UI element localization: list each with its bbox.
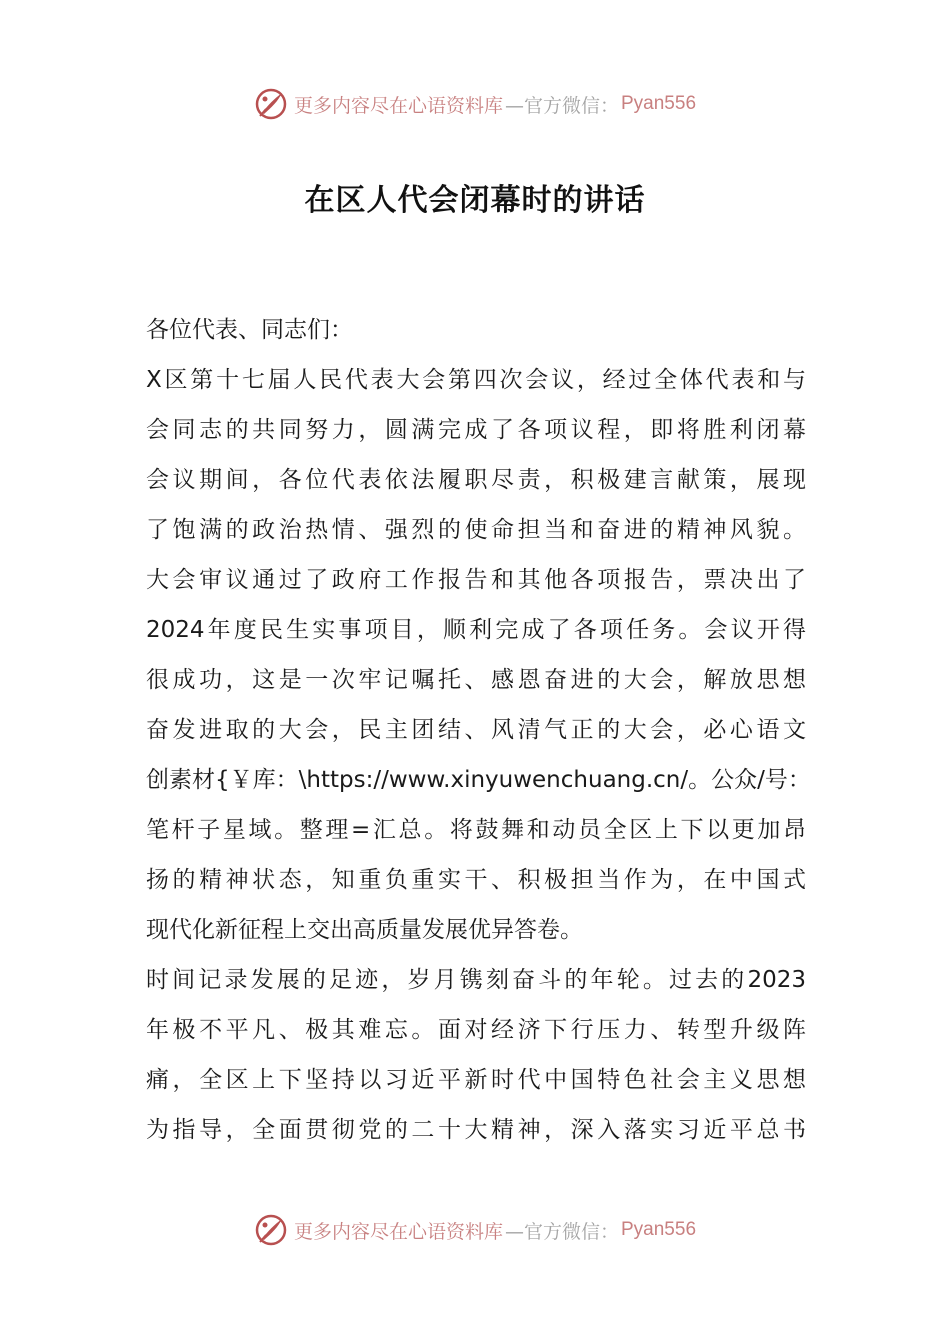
body-line: 会议期间，各位代表依法履职尽责，积极建言献策，展现 [146, 467, 806, 493]
body-line: 奋发进取的大会，民主团结、风清气正的大会，必心语文 [146, 717, 806, 743]
body-line: 了饱满的政治热情、强烈的使命担当和奋进的精神风貌。 [146, 517, 806, 543]
banner-brand-text: 更多内容尽在心语资料库 [293, 94, 503, 117]
body-line: 痛，全区上下坚持以习近平新时代中国特色社会主义思想 [146, 1067, 806, 1093]
body-line: 现代化新征程上交出高质量发展优异答卷。 [146, 917, 583, 943]
document-body [146, 305, 811, 1155]
body-line: 为指导，全面贯彻党的二十大精神，深入落实习近平总书 [146, 1117, 806, 1143]
body-line: 笔杆子星域。整理=汇总。将鼓舞和动员全区上下以更加昂 [146, 817, 806, 843]
body-line: 2024年度民生实事项目，顺利完成了各项任务。会议开得 [146, 617, 806, 643]
body-line: 很成功，这是一次牢记嘱托、感恩奋进的大会，解放思想 [146, 667, 806, 693]
banner-wechat-id: Pyan556 [621, 93, 697, 114]
quill-logo-icon [254, 87, 288, 121]
body-line: 大会审议通过了政府工作报告和其他各项报告，票决出了 [146, 567, 806, 593]
body-line: 会同志的共同努力，圆满完成了各项议程，即将胜利闭幕 [146, 417, 806, 443]
banner-official-text: —官方微信： [504, 1220, 619, 1243]
body-line: 年极不平凡、极其难忘。面对经济下行压力、转型升级阵 [146, 1017, 806, 1043]
footer-banner [0, 1210, 950, 1250]
banner-brand-text: 更多内容尽在心语资料库 [293, 1220, 503, 1243]
document-title: 在区人代会闭幕时的讲话 [304, 183, 646, 218]
banner-wechat-id: Pyan556 [621, 1219, 697, 1240]
body-line: 各位代表、同志们： [146, 317, 353, 343]
banner-official-text: —官方微信： [504, 94, 619, 117]
body-line: X区第十七届人民代表大会第四次会议，经过全体代表和与 [146, 367, 806, 393]
body-line: 扬的精神状态，知重负重实干、积极担当作为，在中国式 [146, 867, 806, 893]
quill-logo-icon [254, 1213, 288, 1247]
header-banner [0, 84, 950, 124]
body-line: 创素材{￥库：\https://www.xinyuwenchuang.cn/。公众/号： [146, 767, 811, 793]
body-line: 时间记录发展的足迹，岁月镌刻奋斗的年轮。过去的2023 [146, 967, 806, 993]
